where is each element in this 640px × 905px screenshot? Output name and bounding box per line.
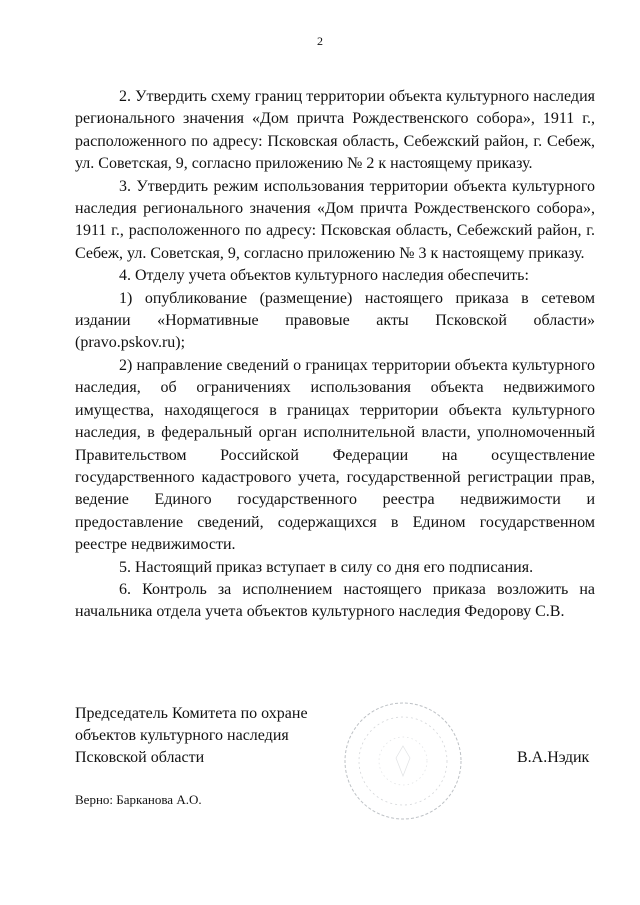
seal-outer-ring bbox=[345, 703, 461, 819]
paragraph-approve-boundary-scheme: 2. Утвердить схему границ территории объекта культурного наследия регионального значения «Дом причта Рождественского собора», 1911 г., расположенного по адресу: Псковская область, Себежский район, г. Себеж, ул. Советская, 9, согласно приложению № 2 к настоящему приказу. bbox=[75, 88, 595, 173]
signer-position-line: Псковской области bbox=[75, 749, 205, 766]
order-body bbox=[75, 86, 595, 624]
signer-position bbox=[75, 703, 308, 769]
paragraph-entry-into-force: 5. Настоящий приказ вступает в силу со дня его подписания. bbox=[119, 558, 534, 576]
seal-center-ring bbox=[379, 737, 427, 785]
paragraph-approve-usage-regime: 3. Утвердить режим использования территории объекта культурного наследия регионального значения «Дом причта Рождественского собора», 1911 г., расположенного по адресу: Псковская область, Себежский район, г. Себеж, ул. Советская, 9, согласно приложению № 3 к настоящему приказу. bbox=[75, 177, 595, 262]
signer-position-line: Председатель Комитета по охране bbox=[75, 705, 308, 722]
signer-name: В.А.Нэдик bbox=[517, 749, 590, 766]
page-number: 2 bbox=[317, 34, 323, 48]
seal-inner-ring bbox=[359, 717, 447, 805]
paragraph-send-information: 2) направление сведений о границах территории объекта культурного наследия, об ограничениях использования объекта недвижимого имущества, находящегося в границах территории объекта культурного наследия, в федеральный орган исполнительной власти, уполномоченный Правительством Российской Федерации на осуществление государственного кадастрового учета, государственной регистрации прав, ведение Единого государственного реестра недвижимости и предоставление сведений, содержащихся в Едином государственном реестре недвижимости. bbox=[75, 356, 595, 554]
verified-by-note: Верно: Барканова А.О. bbox=[75, 792, 202, 807]
signer-position-line: объектов культурного наследия bbox=[75, 727, 289, 744]
seal-emblem bbox=[396, 746, 410, 776]
paragraph-control: 6. Контроль за исполнением настоящего приказа возложить на начальника отдела учета объектов культурного наследия Федорову С.В. bbox=[75, 580, 595, 621]
official-seal-stamp bbox=[340, 698, 466, 824]
paragraph-department-duties: 4. Отделу учета объектов культурного наследия обеспечить: bbox=[119, 267, 529, 285]
paragraph-publication: 1) опубликование (размещение) настоящего приказа в сетевом издании «Нормативные правовые акты Псковской области» (pravo.pskov.ru); bbox=[75, 289, 595, 352]
